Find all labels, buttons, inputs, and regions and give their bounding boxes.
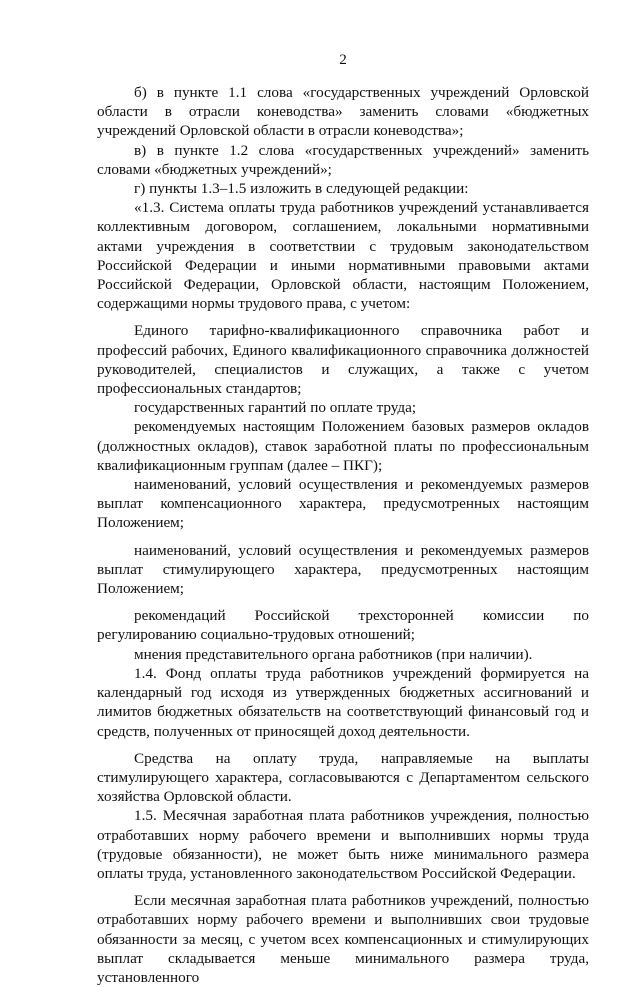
paragraph-item-b: б) в пункте 1.1 слова «государственных учреждений Орловской области в отрасли коневодства» заменить словами «бюджетных учреждений Орловской области в отрасли коневодства»; [97, 84, 589, 140]
paragraph-list-item: Единого тарифно-квалификационного справочника работ и профессий рабочих, Единого квалификационного справочника должностей руководителей, специалистов и служащих, а также с учетом профессиональных стандартов; [97, 322, 589, 398]
paragraph-text: Если месячная заработная плата работников учреждений, полностью отработавших норму рабочего времени и выполнивших свои трудовые обязанности за месяц, с учетом всех компенсационных и стимулирующих выплат складывается меньше минимального размера труда, установленного [97, 892, 589, 986]
paragraph-list-item: рекомендаций Российской трехсторонней комиссии по регулированию социально-трудовых отношений; [97, 607, 589, 644]
paragraph-clause-1-5: 1.5. Месячная заработная плата работников учреждения, полностью отработавших норму рабочего времени и выполнивших нормы труда (трудовые обязанности), не может быть ниже минимального размера оплаты труда, установленного законодательством Российской Федерации. [97, 807, 589, 882]
document-body [97, 83, 589, 987]
page-number: 2 [339, 51, 347, 68]
paragraph-list-item: наименований, условий осуществления и рекомендуемых размеров выплат стимулирующего характера, предусмотренных настоящим Положением; [97, 541, 589, 598]
paragraph-list-item: государственных гарантий по оплате труда; [134, 399, 417, 417]
paragraph-list-item: мнения представительного органа работников (при наличии). [134, 645, 533, 663]
paragraph-text: Средства на оплату труда, направляемые на выплаты стимулирующего характера, согласовываются с Департаментом сельского хозяйства Орловской области. [97, 749, 589, 806]
paragraph-list-item: рекомендуемых настоящим Положением базовых размеров окладов (должностных окладов), ставок заработной платы по профессиональным квалификационным группам (далее – ПКГ); [97, 418, 589, 474]
paragraph-list-item: наименований, условий осуществления и рекомендуемых размеров выплат компенсационного характера, предусмотренных настоящим Положением; [97, 476, 589, 532]
paragraph-clause-1-3: «1.3. Система оплаты труда работников учреждений устанавливается коллективным договором, соглашением, локальными нормативными актами учреждения в соответствии с трудовым законодательством Российской Федерации и иными нормативными правовыми актами Российской Федерации, Орловской области, настоящим Положением, содержащими нормы трудового права, с учетом: [97, 199, 589, 313]
paragraph-item-g: г) пункты 1.3–1.5 изложить в следующей редакции: [134, 180, 469, 198]
paragraph-item-v: в) в пункте 1.2 слова «государственных учреждений» заменить словами «бюджетных учреждений»; [97, 141, 589, 178]
paragraph-clause-1-4: 1.4. Фонд оплаты труда работников учреждений формируется на календарный год исходя из утвержденных бюджетных ассигнований и лимитов бюджетных обязательств на соответствующий финансовый год и средств, полученных от приносящей доход деятельности. [97, 664, 589, 740]
